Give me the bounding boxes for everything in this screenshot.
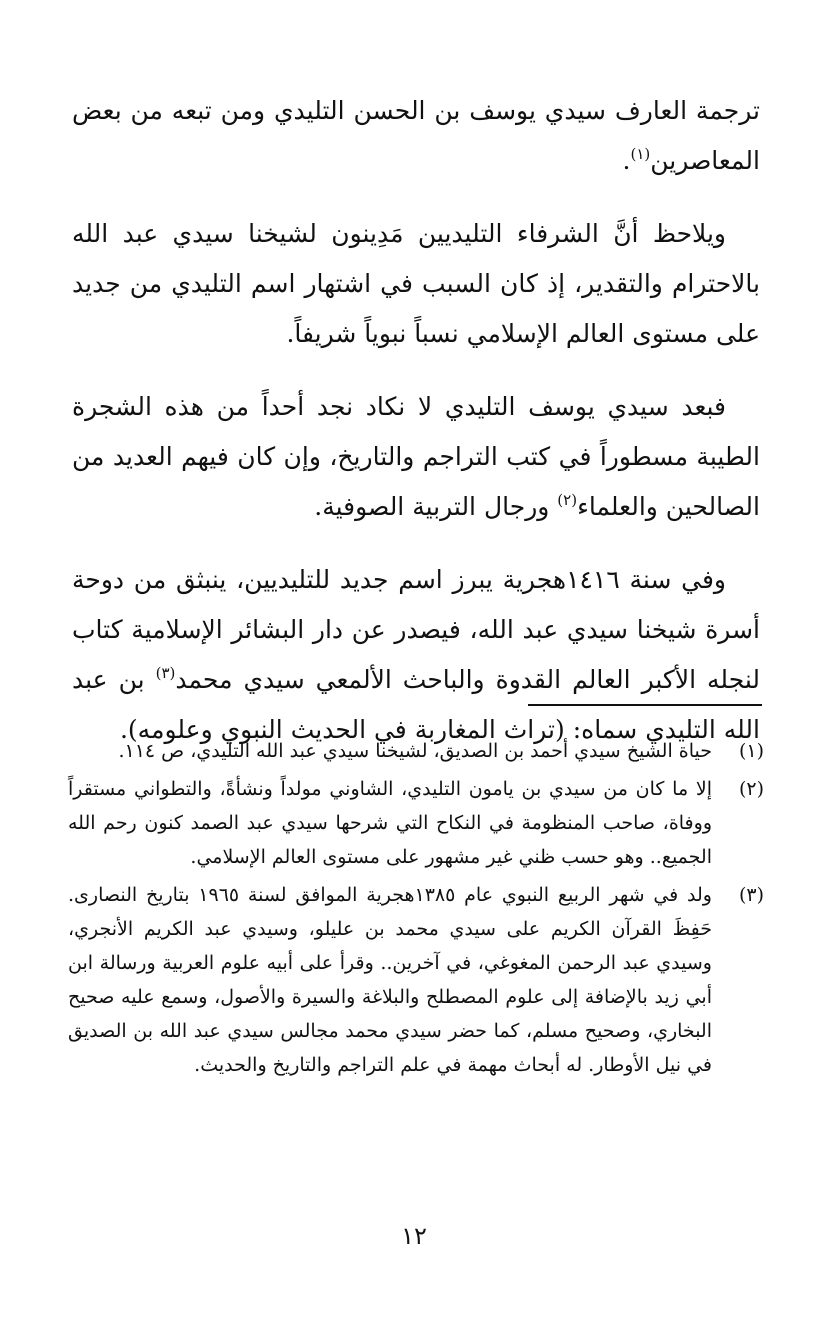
paragraph-1 <box>72 86 760 186</box>
footnote-2-number: (٢) <box>738 778 764 800</box>
paragraph-4-text: وفي سنة ١٤١٦هجرية يبرز اسم جديد للتليديين، ينبثق من دوحة أسرة شيخنا سيدي عبد الله، فيصدر عن دار البشائر الإسلامية كتاب لنجله الأكبر العالم القدوة والباحث الألمعي سيدي محمد <box>72 565 761 694</box>
footnote-ref-1[interactable]: (١) <box>630 145 651 163</box>
paragraph-1-tail: . <box>622 146 631 175</box>
paragraph-4-tail: بن عبد الله التليدي سماه: (تراث المغاربة في الحديث النبوي وعلومه). <box>72 665 760 744</box>
footnote-3-number: (٣) <box>738 884 764 906</box>
paragraph-3 <box>72 382 760 532</box>
paragraph-2-text: ويلاحظ أنَّ الشرفاء التليديين مَدِينون لشيخنا سيدي عبد الله بالاحترام والتقدير، إذ كان السبب في اشتهار اسم التليدي من جديد على مستوى العالم الإسلامي نسباً نبوياً شريفاً. <box>72 219 760 348</box>
paragraph-4 <box>72 555 760 755</box>
page-number: ١٢ <box>401 1222 427 1250</box>
footnote-ref-3[interactable]: (٣) <box>155 664 176 682</box>
footnote-3-text: ولد في شهر الربيع النبوي عام ١٣٨٥هجرية الموافق لسنة ١٩٦٥ بتاريخ النصارى. حَفِظَ القرآن الكريم على سيدي محمد بن عليلو، وسيدي عبد الكريم الأنجري، وسيدي عبد الرحمن المغوغي، في آخرين.. وقرأ على أبيه علوم العربية ورسالة ابن أبي زيد بالإضافة إلى علوم المصطلح والبلاغة والسيرة والأصول، وسمع عليه صحيح البخاري، وصحيح مسلم، كما حضر سيدي محمد مجالس سيدي عبد الله بن الصديق في نيل الأوطار. له أبحاث مهمة في علم التراجم والتاريخ والحديث. <box>68 884 712 1076</box>
footnote-2-text: إلا ما كان من سيدي بن يامون التليدي، الشاوني مولداً ونشأةً، والتطواني مستقراً ووفاة، صاحب المنظومة في النكاح التي شرحها سيدي عبد الصمد كنون رحم الله الجميع.. وهو حسب ظني غير مشهور على مستوى العالم الإسلامي. <box>68 778 712 868</box>
footnote-1 <box>68 734 764 768</box>
footnote-separator <box>528 704 762 706</box>
paragraph-1-text: ترجمة العارف سيدي يوسف بن الحسن التليدي ومن تبعه من بعض المعاصرين <box>72 96 760 175</box>
footnote-ref-2[interactable]: (٢) <box>557 491 578 509</box>
footnotes <box>68 734 764 1086</box>
footnote-1-text: حياة الشيخ سيدي أحمد بن الصديق، لشيخنا سيدي عبد الله التليدي، ص ١١٤. <box>118 740 712 762</box>
paragraph-3-tail: ورجال التربية الصوفية. <box>314 492 558 521</box>
footnote-3 <box>68 878 764 1082</box>
main-text <box>72 86 760 778</box>
paragraph-2 <box>72 209 760 359</box>
footnote-2 <box>68 772 764 874</box>
footnote-1-number: (١) <box>738 740 764 762</box>
paragraph-3-text: فبعد سيدي يوسف التليدي لا نكاد نجد أحداً من هذه الشجرة الطيبة مسطوراً في كتب التراجم والتاريخ، وإن كان فيهم العديد من الصالحين والعلماء <box>72 392 760 521</box>
